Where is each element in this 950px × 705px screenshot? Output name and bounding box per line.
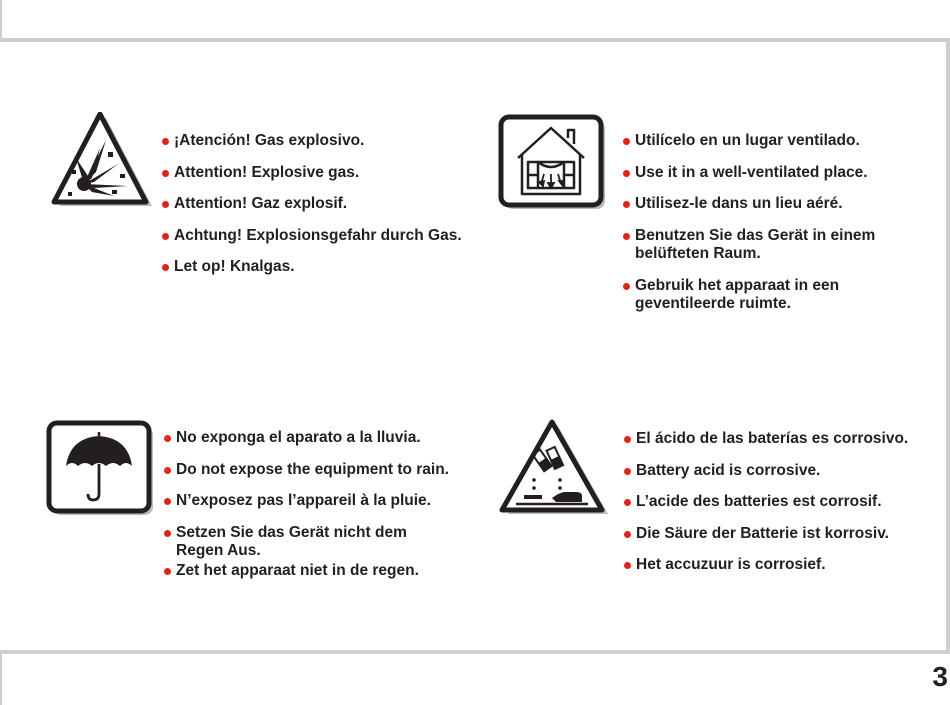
list-item: Het accuzuur is corrosief. xyxy=(624,556,944,575)
explosive-gas-warning-icon xyxy=(48,112,152,208)
list-item: Zet het apparaat niet in de regen. xyxy=(164,562,484,581)
bullet xyxy=(623,283,630,290)
bullet xyxy=(624,499,631,506)
list-item: Let op! Knalgas. xyxy=(162,258,462,277)
list-item: Die Säure der Batterie ist korrosiv. xyxy=(624,525,944,544)
list-item: Achtung! Explosionsgefahr durch Gas. xyxy=(162,227,462,246)
bullet xyxy=(162,201,169,208)
bullet xyxy=(162,138,169,145)
list-item: Battery acid is corrosive. xyxy=(624,462,944,481)
list-item: No exponga el aparato a la lluvia. xyxy=(164,429,484,448)
ventilated-house-icon xyxy=(498,114,608,212)
bottom-rule xyxy=(0,650,950,654)
bullet xyxy=(164,568,171,575)
bullet xyxy=(162,233,169,240)
list-item: Utilícelo en un lugar ventilado. xyxy=(623,132,913,151)
bullet xyxy=(162,170,169,177)
list-item: Attention! Gaz explosif. xyxy=(162,195,462,214)
top-rule xyxy=(0,38,950,42)
list-item: N’exposez pas l’appareil à la pluie. xyxy=(164,492,484,511)
explosive-gas-warning-list xyxy=(162,132,462,290)
bullet xyxy=(164,435,171,442)
list-item: Attention! Explosive gas. xyxy=(162,164,462,183)
bullet xyxy=(624,468,631,475)
list-item: Setzen Sie das Gerät nicht dem Regen Aus. xyxy=(164,524,446,561)
list-item: Utilisez-le dans un lieu aéré. xyxy=(623,195,913,214)
left-rule-bottom xyxy=(0,652,2,705)
list-item: Benutzen Sie das Gerät in einem belüfteten Raum. xyxy=(623,227,913,264)
bullet xyxy=(623,138,630,145)
bullet xyxy=(623,170,630,177)
list-item: Do not expose the equipment to rain. xyxy=(164,461,484,480)
bullet xyxy=(164,530,171,537)
umbrella-rain-icon xyxy=(46,420,156,518)
bullet xyxy=(624,531,631,538)
right-rule xyxy=(946,40,950,652)
bullet xyxy=(624,562,631,569)
left-rule-top xyxy=(0,0,2,40)
corrosive-warning-list xyxy=(624,430,944,588)
bullet xyxy=(623,233,630,240)
list-item: El ácido de las baterías es corrosivo. xyxy=(624,430,944,449)
bullet xyxy=(624,436,631,443)
list-item: ¡Atención! Gas explosivo. xyxy=(162,132,462,151)
bullet xyxy=(162,264,169,271)
list-item: Use it in a well-ventilated place. xyxy=(623,164,913,183)
corrosive-warning-icon xyxy=(498,418,610,516)
bullet xyxy=(623,201,630,208)
bullet xyxy=(164,498,171,505)
page-number: 3 xyxy=(932,661,948,692)
ventilation-instruction-list xyxy=(623,132,913,327)
list-item: Gebruik het apparaat in een geventileerde ruimte. xyxy=(623,277,913,314)
list-item: L’acide des batteries est corrosif. xyxy=(624,493,944,512)
bullet xyxy=(164,467,171,474)
rain-warning-list xyxy=(164,429,484,593)
